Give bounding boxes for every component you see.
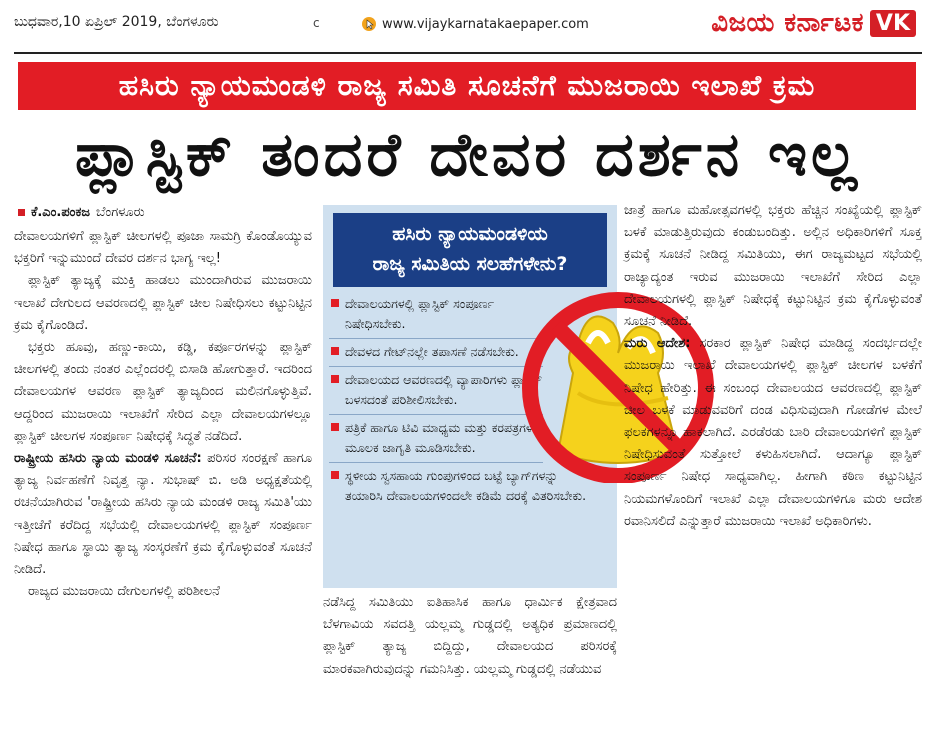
website-text: www.vijaykarnatakaepaper.com xyxy=(382,16,589,32)
paragraph xyxy=(14,448,312,581)
bullet-square-icon xyxy=(331,423,339,431)
bullet-square-icon xyxy=(331,471,339,479)
byline xyxy=(18,205,145,220)
sidebar-list-item xyxy=(329,415,543,463)
sidebar-item-text: ದೇವಾಲಯಗಳಲ್ಲಿ ಪ್ಲಾಸ್ಟಿಕ್ ಸಂಪೂರ್ಣ ನಿಷೇಧಿಸಬೇಕು. xyxy=(345,296,495,331)
sidebar-item-text: ಪತ್ರಿಕೆ ಹಾಗೂ ಟಿವಿ ಮಾಧ್ಯಮ ಮತ್ತು ಕರಪತ್ರಗಳ ಮೂಲಕ ಜಾಗೃತಿ ಮೂಡಿಸಬೇಕು. xyxy=(345,420,533,455)
masthead xyxy=(711,8,916,39)
sidebar-item-text: ದೇವಳದ ಗೇಟ್‌ನಲ್ಲೇ ತಪಾಸಣೆ ನಡೆಸಬೇಕು. xyxy=(345,344,519,359)
bullet-square-icon xyxy=(18,209,25,216)
byline-author: ಕೆ.ಎಂ.ಪಂಕಜ xyxy=(31,205,91,220)
sidebar-item-text: ದೇವಾಲಯದ ಆವರಣದಲ್ಲಿ ವ್ಯಾಪಾರಿಗಳು ಪ್ಲಾಸ್ಟಿಕ್ ಬಳಸದಂತೆ ಪರಿಶೀಲಿಸಬೇಕು. xyxy=(345,372,543,407)
sidebar-title-line: ಹಸಿರು ನ್ಯಾಯಮಂಡಳಿಯ xyxy=(392,223,548,245)
paragraph: ಪ್ಲಾಸ್ಟಿಕ್ ತ್ಯಾಜ್ಯಕ್ಕೆ ಮುಕ್ತಿ ಹಾಡಲು ಮುಂದಾಗಿರುವ ಮುಜರಾಯಿ ಇಲಾಖೆ ದೇಗುಲದ ಆವರಣದಲ್ಲಿ ಪ್ಲಾಸ್ಟಿಕ್ ಚೀಲ ನಿಷೇಧಿಸಲು ಕಟ್ಟುನಿಟ್ಟಿನ ಕ್ರಮ ಕೈಗೊಂಡಿದೆ. xyxy=(14,273,312,333)
paragraph-text: ಸರಕಾರ ಪ್ಲಾಸ್ಟಿಕ್ ನಿಷೇಧ ಮಾಡಿದ್ದ ಸಂದರ್ಭದಲ್ಲೇ ಮುಜರಾಯಿ ಇಲಾಖೆ ದೇವಾಲಯಗಳಲ್ಲಿ ಪ್ಲಾಸ್ಟಿಕ್ ಚೀಲಗಳ ಬಳಕೆಗೆ ನಿಷೇಧ ಹೇರಿತ್ತು. ಈ ಸಂಬಂಧ ದೇವಾಲಯದ ಆವರಣದಲ್ಲಿ ಪ್ಲಾಸ್ಟಿಕ್ ಚೀಲ ಬಳಕೆ ಮಾಡುವವರಿಗೆ ದಂಡ ವಿಧಿಸುವುದಾಗಿ ಗೋಡೆಗಳ ಮೇಲೆ ಫಲಕಗಳನ್ನೂ ಹಾಕಲಾಗಿದೆ. ಎರಡೆರಡು ಬಾರಿ ದೇವಾಲಯಗಳಿಗೆ ಪ್ಲಾಸ್ಟಿಕ್ ನಿಷೇಧಿಸುವಂತೆ ಸುತ್ತೋಲೆ ಕಳುಹಿಸಲಾಗಿದೆ. ಆದಾಗ್ಯೂ ಪ್ಲಾಸ್ಟಿಕ್ ಸಂಪೂರ್ಣ ನಿಷೇಧ ಸಾಧ್ಯವಾಗಿಲ್ಲ. ಹೀಗಾಗಿ ಕಠಿಣ ಕಟ್ಟುನಿಟ್ಟಿನ ನಿಯಮಗಳೊಂದಿಗೆ ಇಲಾಖೆ ಎಲ್ಲಾ ದೇವಾಲಯಗಳಿಗೂ ಮರು ಆದೇಶ ರವಾನಿಸಲಿದೆ ಎನ್ನುತ್ತಾರೆ ಮುಜರಾಯಿ ಇಲಾಖೆ ಅಧಿಕಾರಿಗಳು. xyxy=(624,336,922,529)
paragraph: ಭಕ್ತರು ಹೂವು, ಹಣ್ಣು-ಕಾಯಿ, ಕಡ್ಡಿ, ಕರ್ಪೂರಗಳನ್ನು ಪ್ಲಾಸ್ಟಿಕ್ ಚೀಲಗಳಲ್ಲಿ ತಂದು ನಂತರ ಎಲ್ಲೆಂದರಲ್ಲಿ ಬಿಸಾಡಿ ಹೋಗುತ್ತಾರೆ. ಇದರಿಂದ ದೇವಾಲಯಗಳ ಆವರಣ ಪ್ಲಾಸ್ಟಿಕ್ ತ್ಯಾಜ್ಯದಿಂದ ಮಲಿನಗೊಳ್ಳುತ್ತಿವೆ. ಆದ್ದರಿಂದ ಮುಜರಾಯಿ ಇಲಾಖೆಗೆ ಸೇರಿದ ಎಲ್ಲಾ ದೇವಾಲಯಗಳಲ್ಲೂ ಪ್ಲಾಸ್ಟಿಕ್ ಚೀಲಗಳ ಸಂಪೂರ್ಣ ನಿಷೇಧಕ್ಕೆ ಸಿದ್ಧತೆ ನಡೆದಿದೆ. xyxy=(14,340,312,444)
dateline: ಬುಧವಾರ,10 ಏಪ್ರಿಲ್ 2019, ಬೆಂಗಳೂರು xyxy=(14,14,219,30)
masthead-badge: VK xyxy=(870,10,916,37)
website-link[interactable] xyxy=(361,16,589,32)
top-bar xyxy=(0,0,936,58)
sidebar-title xyxy=(333,213,607,287)
paragraph: ರಾಜ್ಯದ ಮುಜರಾಯಿ ದೇಗುಲಗಳಲ್ಲಿ ಪರಿಶೀಲನೆ xyxy=(28,584,220,600)
article-column-3 xyxy=(624,200,922,533)
paragraph xyxy=(624,333,922,533)
cursor-icon xyxy=(361,16,377,32)
paragraph: ಜಾತ್ರೆ ಹಾಗೂ ಮಹೋತ್ಸವಗಳಲ್ಲಿ ಭಕ್ತರು ಹೆಚ್ಚಿನ ಸಂಖ್ಯೆಯಲ್ಲಿ ಪ್ಲಾಸ್ಟಿಕ್ ಬಳಕೆ ಮಾಡುತ್ತಿರುವುದು ಕಂಡುಬಂದಿತ್ತು. ಅಲ್ಲಿನ ಅಧಿಕಾರಿಗಳಿಗೆ ಸೂಕ್ತ ಕ್ರಮಕ್ಕೆ ಸೂಚನೆ ನೀಡಿದ್ದ ಸಮಿತಿಯು, ಈಗ ರಾಜ್ಯಮಟ್ಟದ ಸಭೆಯಲ್ಲಿ ರಾಜ್ಯಾದ್ಯಂತ ಇರುವ ಮುಜರಾಯಿ ಇಲಾಖೆಗೆ ಸೇರಿದ ಎಲ್ಲಾ ದೇವಾಲಯಗಳಲ್ಲಿ ಪ್ಲಾಸ್ಟಿಕ್ ನಿಷೇಧಕ್ಕೆ ಕಟ್ಟುನಿಟ್ಟಿನ ಕ್ರಮ ಕೈಗೊಳ್ಳುವಂತೆ ಸೂಚನೆ ನೀಡಿದೆ. xyxy=(624,203,922,330)
c-mark: c xyxy=(313,16,320,30)
byline-place: ಬೆಂಗಳೂರು xyxy=(96,205,145,220)
headline: ಪ್ಲಾಸ್ಟಿಕ್ ತಂದರೆ ದೇವರ ದರ್ಶನ ಇಲ್ಲ xyxy=(74,120,862,190)
sidebar-list-item xyxy=(329,291,543,339)
header-rule xyxy=(14,52,922,54)
article-column-1 xyxy=(14,226,312,603)
subheading: ರಾಷ್ಟ್ರೀಯ ಹಸಿರು ನ್ಯಾಯ ಮಂಡಳಿ ಸೂಚನೆ: xyxy=(14,451,202,467)
paragraph: ದೇವಾಲಯಗಳಿಗೆ ಪ್ಲಾಸ್ಟಿಕ್ ಚೀಲಗಳಲ್ಲಿ ಪೂಜಾ ಸಾಮಗ್ರಿ ಕೊಂಡೊಯ್ಯುವ ಭಕ್ತರಿಗೆ ಇನ್ನುಮುಂದೆ ದೇವರ ದರ್ಶನ ಭಾಗ್ಯ ಇಲ್ಲ! xyxy=(14,229,312,267)
paragraph-text: ಪರಿಸರ ಸಂರಕ್ಷಣೆ ಹಾಗೂ ತ್ಯಾಜ್ಯ ನಿರ್ವಹಣೆಗೆ ನಿವೃತ್ತ ನ್ಯಾ. ಸುಭಾಷ್ ಬಿ. ಅಡಿ ಅಧ್ಯಕ್ಷತೆಯಲ್ಲಿ ರಚನೆಯಾಗಿರುವ 'ರಾಷ್ಟ್ರೀಯ ಹಸಿರು ನ್ಯಾಯ ಮಂಡಳಿ ರಾಜ್ಯ ಸಮಿತಿ'ಯು ಇತ್ತೀಚೆಗೆ ಕರೆದಿದ್ದ ಸಭೆಯಲ್ಲಿ ದೇವಾಲಯಗಳಲ್ಲಿ ಪ್ಲಾಸ್ಟಿಕ್ ಸಂಪೂರ್ಣ ನಿಷೇಧ ಹಾಗೂ ಸ್ಥಾಯಿ ತ್ಯಾಜ್ಯ ಸಂಸ್ಕರಣೆಗೆ ಕ್ರಮ ಕೈಗೊಳ್ಳುವಂತೆ ಸೂಚನೆ ನೀಡಿದೆ. xyxy=(14,451,312,578)
sidebar-title-line: ರಾಜ್ಯ ಸಮಿತಿಯ ಸಲಹೆಗಳೇನು? xyxy=(372,253,568,275)
kicker-banner: ಹಸಿರು ನ್ಯಾಯಮಂಡಳಿ ರಾಜ್ಯ ಸಮಿತಿ ಸೂಚನೆಗೆ ಮುಜರಾಯಿ ಇಲಾಖೆ ಕ್ರಮ xyxy=(18,62,916,110)
sidebar-item-text: ಸ್ಥಳೀಯ ಸ್ವಸಹಾಯ ಗುಂಪುಗಳಿಂದ ಬಟ್ಟೆ ಬ್ಯಾಗ್‌ಗಳನ್ನು ತಯಾರಿಸಿ ದೇವಾಲಯಗಳಿಂದಲೇ ಕಡಿಮೆ ದರಕ್ಕೆ ವಿತರಿಸಬೇಕು. xyxy=(345,468,587,503)
bullet-square-icon xyxy=(331,347,339,355)
article-column-2 xyxy=(323,592,617,681)
bullet-square-icon xyxy=(331,299,339,307)
sidebar-list-item xyxy=(329,339,543,367)
bullet-square-icon xyxy=(331,375,339,383)
subheading: ಮರು ಆದೇಶ: xyxy=(624,336,691,352)
masthead-name: ವಿಜಯ ಕರ್ನಾಟಕ xyxy=(711,8,864,38)
paragraph: ನಡೆಸಿದ್ದ ಸಮಿತಿಯು ಐತಿಹಾಸಿಕ ಹಾಗೂ ಧಾರ್ಮಿಕ ಕ್ಷೇತ್ರವಾದ ಬೆಳಗಾವಿಯ ಸವದತ್ತಿ ಯಲ್ಲಮ್ಮ ಗುಡ್ಡದಲ್ಲಿ ಅತ್ಯಧಿಕ ಪ್ರಮಾಣದಲ್ಲಿ ಪ್ಲಾಸ್ಟಿಕ್ ತ್ಯಾಜ್ಯ ಬಿದ್ದಿದ್ದು, ದೇವಾಲಯದ ಪರಿಸರಕ್ಕೆ ಮಾರಕವಾಗಿರುವುದನ್ನು ಗಮನಿಸಿತ್ತು. ಯಲ್ಲಮ್ಮ ಗುಡ್ಡದಲ್ಲಿ ನಡೆಯುವ xyxy=(323,595,617,677)
sidebar-list-item xyxy=(329,367,543,415)
